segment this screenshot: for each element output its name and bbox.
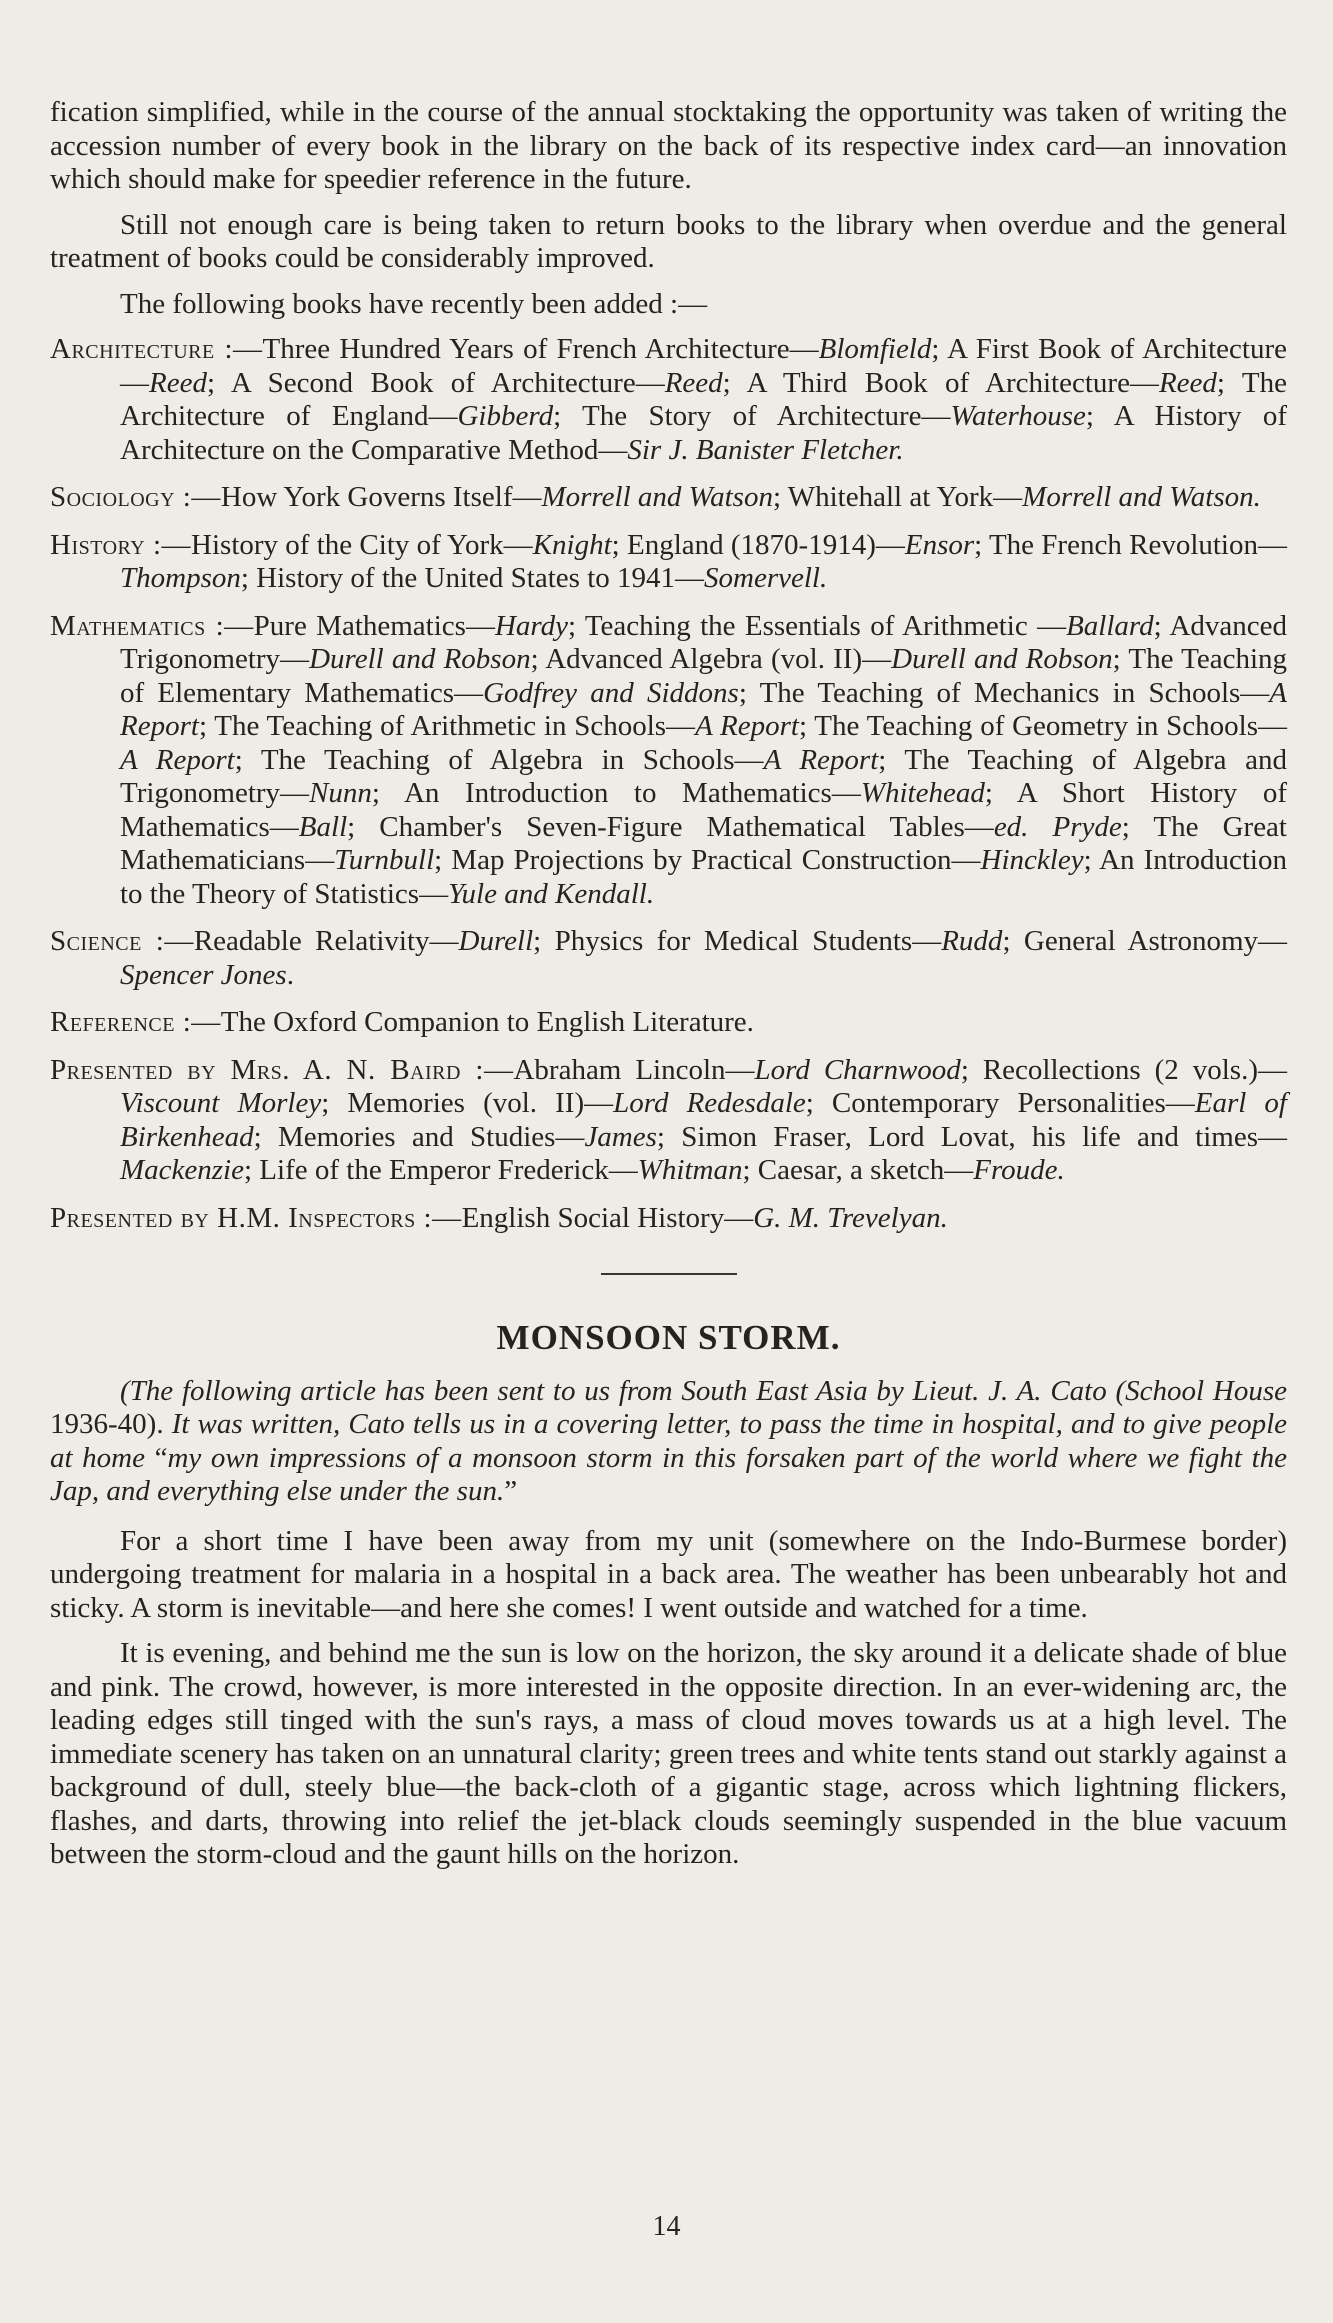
- book-title-text: ; Map Projections by Practical Construction—: [434, 844, 981, 876]
- intro-segment: ”: [504, 1475, 518, 1507]
- book-title-text: Readable Relativity—: [193, 925, 459, 957]
- author-name: Rudd: [941, 925, 1003, 957]
- author-name: A Report: [120, 676, 1288, 742]
- book-title-text: Three Hundred Years of French Architecture—: [262, 333, 819, 365]
- intro-paragraph-2: Still not enough care is being taken to return books to the library when overdue and the general treatment of books could be considerably improved.: [50, 208, 1287, 274]
- section-divider: [601, 1273, 737, 1275]
- entry-mathematics: [50, 610, 1287, 912]
- book-title-text: .: [286, 958, 294, 991]
- book-title-text: ; A Third Book of Architecture—: [722, 366, 1159, 399]
- author-name: Waterhouse: [950, 400, 1086, 432]
- article-paragraph-1: For a short time I have been away from my unit (somewhere on the Indo-Burmese border) undergoing treatment for malaria in a hospital in a back area. The weather has been unbearably hot and sticky. A storm is inevitable—and here she comes! I went outside and watched for a time.: [50, 1524, 1287, 1624]
- author-name: Turnbull: [334, 844, 435, 876]
- book-title-text: ; The Teaching of Elementary Mathematics—: [120, 643, 1287, 709]
- entry-science: [50, 925, 1287, 992]
- article-paragraph-2: It is evening, and behind me the sun is low on the horizon, the sky around it a delicate shade of blue and pink. The crowd, however, is more interested in the opposite direction. In an ever-widening arc, the leading edges still tinged with the sun's rays, a mass of cloud moves towards us at a high level. The immediate scenery has taken on an unnatural clarity; green trees and white tents stand out starkly against a background of dull, steely blue—the back-cloth of a gigantic stage, across which lightning flickers, flashes, and darts, throwing into relief the jet-black clouds seemingly suspended in the blue vacuum between the storm-cloud and the gaunt hills on the horizon.: [50, 1637, 1287, 1870]
- book-title-text: ; The Great Mathematicians—: [120, 810, 1287, 876]
- book-title-text: ; The Teaching of Algebra in Schools—: [234, 743, 764, 776]
- book-title-text: ; Recollections (2 vols.)—: [960, 1053, 1288, 1086]
- page-number: 14: [652, 2211, 681, 2242]
- author-name: Thompson: [120, 562, 241, 594]
- author-name: Knight: [532, 528, 612, 561]
- entry-history: [50, 529, 1287, 596]
- author-name: G. M. Trevelyan.: [753, 1201, 948, 1234]
- author-name: Morrell and Watson.: [1022, 481, 1261, 513]
- intro-paragraph-3: The following books have recently been added :—: [120, 287, 708, 320]
- book-title-text: ; The Story of Architecture—: [553, 400, 951, 432]
- entry-heading: History :—: [50, 528, 192, 561]
- author-name: Lord Charnwood: [754, 1053, 961, 1086]
- author-name: Durell and Robson: [891, 643, 1113, 675]
- entry-heading: Mathematics :—: [50, 609, 254, 642]
- book-title-text: ; The French Revolution—: [974, 528, 1287, 561]
- article-intro: [50, 1375, 1287, 1509]
- entry-heading: Reference :—: [50, 1006, 221, 1038]
- entry-heading: Sociology :—: [50, 481, 221, 513]
- author-name: Morrell and Watson: [541, 481, 773, 513]
- author-name: Reed: [1158, 366, 1217, 399]
- author-name: Mackenzie: [120, 1154, 244, 1186]
- book-title-text: ; Chamber's Seven-Figure Mathematical Tables—: [347, 810, 994, 843]
- author-name: Sir J. Banister Fletcher.: [627, 433, 904, 466]
- author-name: Spencer Jones: [120, 958, 287, 991]
- intro-segment: It was written, Cato tells us in a covering letter, to pass the time in hospital, and to give people at home: [50, 1408, 1287, 1474]
- intro-segment: (The following article has been sent to us from South East Asia by Lieut. J. A. Cato (: [120, 1374, 1126, 1407]
- book-title-text: ; Memories (vol. II)—: [321, 1087, 614, 1119]
- intro-segment: School House: [1125, 1374, 1287, 1407]
- book-title-text: ; The Teaching of Arithmetic in Schools—: [198, 710, 696, 742]
- book-title-text: The Oxford Companion to English Literature.: [220, 1006, 754, 1038]
- author-name: Durell: [458, 925, 534, 957]
- book-title-text: ; History of the United States to 1941—: [240, 562, 705, 594]
- intro-segment: 1936-40).: [50, 1408, 164, 1440]
- author-name: Reed: [149, 366, 207, 399]
- book-title-text: ; Advanced Trigonometry—: [120, 609, 1288, 675]
- book-title-text: ; Whitehall at York—: [772, 481, 1023, 513]
- author-name: Ballard: [1066, 609, 1154, 642]
- intro-segment: my own impressions of a monsoon storm in this forsaken part of the world where we fight the Jap, and everything else under the sun.: [50, 1441, 1287, 1507]
- intro-paragraph-1: fication simplified, while in the course of the annual stocktaking the opportunity was taken of writing the accession number of every book in the library on the back of its respective index card—an innovation which should make for speedier reference in the future.: [50, 96, 1287, 195]
- article-title: MONSOON STORM.: [496, 1318, 841, 1357]
- entry-heading: Presented by Mrs. A. N. Baird :—: [50, 1053, 514, 1086]
- author-name: Somervell.: [704, 562, 828, 594]
- entry-sociology: [50, 481, 1287, 515]
- author-name: Froude.: [973, 1154, 1065, 1186]
- author-name: Blomfield: [818, 333, 932, 365]
- book-title-text: ; A Second Book of Architecture—: [206, 366, 665, 399]
- book-title-text: ; Simon Fraser, Lord Lovat, his life and times—: [656, 1120, 1287, 1153]
- book-title-text: ; An Introduction to the Theory of Statistics—: [120, 844, 1287, 910]
- book-title-text: ; A History of Architecture on the Comparative Method—: [120, 400, 1287, 466]
- book-title-text: ; An Introduction to Mathematics—: [371, 777, 861, 809]
- entry-presented-inspectors: [50, 1202, 1287, 1236]
- book-title-text: ; A First Book of Architecture—: [120, 333, 1287, 399]
- book-list: [50, 333, 1287, 1235]
- author-name: Durell and Robson: [309, 643, 531, 675]
- author-name: James: [584, 1120, 657, 1153]
- author-name: Viscount Morley: [120, 1087, 322, 1119]
- book-title-text: ; The Teaching of Mechanics in Schools—: [738, 676, 1270, 709]
- book-title-text: ; England (1870-1914)—: [611, 528, 905, 561]
- book-title-text: Pure Mathematics—: [253, 609, 495, 642]
- book-title-text: ; Life of the Emperor Frederick—: [244, 1154, 638, 1186]
- author-name: Gibberd: [457, 400, 554, 432]
- book-title-text: ; Physics for Medical Students—: [533, 925, 942, 957]
- author-name: ed. Pryde: [993, 810, 1122, 843]
- book-title-text: ; The Teaching of Algebra and Trigonometry—: [120, 743, 1287, 809]
- entry-presented-baird: [50, 1054, 1287, 1188]
- book-title-text: ; Caesar, a sketch—: [742, 1154, 974, 1186]
- author-name: Reed: [664, 366, 723, 399]
- book-title-text: History of the City of York—: [191, 528, 533, 561]
- author-name: Godfrey and Siddons: [483, 676, 739, 709]
- book-title-text: ; Memories and Studies—: [253, 1120, 585, 1153]
- author-name: Ball: [298, 810, 348, 843]
- author-name: Hinckley: [980, 844, 1084, 876]
- author-name: A Report: [120, 743, 235, 776]
- entry-heading: Architecture :—: [50, 333, 263, 365]
- author-name: A Report: [695, 710, 799, 742]
- book-title-text: ; The Architecture of England—: [120, 366, 1287, 432]
- author-name: Nunn: [309, 777, 372, 809]
- author-name: Ensor: [904, 528, 975, 561]
- author-name: Whitman: [637, 1154, 743, 1186]
- author-name: A Report: [763, 743, 879, 776]
- entry-heading: Science :—: [50, 925, 194, 957]
- author-name: Earl of Birkenhead: [120, 1087, 1287, 1153]
- book-title-text: ; Contemporary Personalities—: [805, 1087, 1195, 1119]
- entry-architecture: [50, 333, 1287, 467]
- intro-segment: “: [154, 1441, 168, 1474]
- author-name: Hardy: [494, 609, 568, 642]
- book-title-text: ; Advanced Algebra (vol. II)—: [530, 643, 892, 675]
- book-title-text: How York Governs Itself—: [220, 481, 542, 513]
- author-name: Whitehead: [860, 777, 985, 809]
- book-title-text: ; A Short History of Mathematics—: [120, 777, 1287, 843]
- author-name: Yule and Kendall.: [448, 877, 655, 910]
- book-title-text: English Social History—: [461, 1201, 754, 1234]
- book-title-text: Abraham Lincoln—: [513, 1053, 755, 1086]
- entry-reference: [50, 1006, 1287, 1040]
- book-title-text: ; The Teaching of Geometry in Schools—: [798, 710, 1287, 742]
- entry-heading: Presented by H.M. Inspectors :—: [50, 1201, 462, 1234]
- book-title-text: ; General Astronomy—: [1002, 925, 1287, 957]
- book-title-text: ; Teaching the Essentials of Arithmetic —: [567, 609, 1067, 642]
- author-name: Lord Redesdale: [613, 1087, 806, 1119]
